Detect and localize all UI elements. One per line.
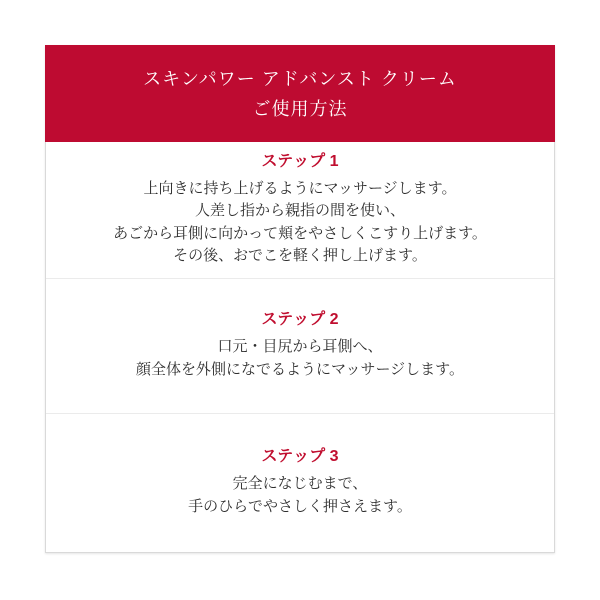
step-3-line-2: 手のひらでやさしく押さえます。 xyxy=(188,497,412,515)
step-1-title: ステップ 1 xyxy=(261,152,339,170)
product-title: スキンパワー アドバンスト クリーム xyxy=(143,68,457,89)
usage-instructions-card xyxy=(45,45,555,553)
card-header xyxy=(45,45,555,142)
step-2-title: ステップ 2 xyxy=(261,311,339,328)
step-1-line-1: 上向きに持ち上げるようにマッサージします。 xyxy=(143,179,457,197)
step-3-title: ステップ 3 xyxy=(261,448,339,465)
step-1-line-4: その後、おでこを軽く押し上げます。 xyxy=(173,247,427,264)
step-1-section xyxy=(46,142,554,278)
step-3-line-1: 完全になじむまで、 xyxy=(232,475,368,492)
step-2-line-2: 顔全体を外側になでるようにマッサージします。 xyxy=(136,360,464,378)
step-1-line-2: 人差し指から親指の間を使い、 xyxy=(194,202,405,219)
step-3-section xyxy=(46,413,554,552)
step-1-line-3: あごから耳側に向かって頬をやさしくこすり上げます。 xyxy=(113,224,487,242)
usage-heading: ご使用方法 xyxy=(252,98,348,119)
step-2-section xyxy=(46,278,554,413)
step-2-line-1: 口元・目尻から耳側へ、 xyxy=(217,338,383,355)
